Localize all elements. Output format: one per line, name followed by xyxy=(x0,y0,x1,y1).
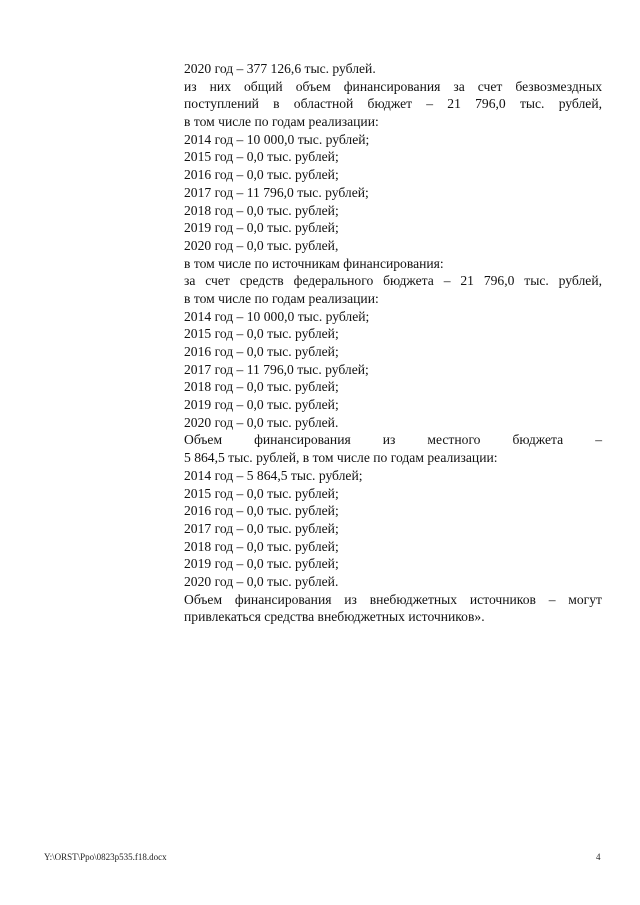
text-line: 2015 год – 0,0 тыс. рублей; xyxy=(184,149,339,165)
text-line: поступлений в областной бюджет – 21 796,0 тыс. рублей, xyxy=(184,96,602,112)
footer-file-path: Y:\ORST\Ppo\0823p535.f18.docx xyxy=(44,852,167,862)
text-line: 2020 год – 0,0 тыс. рублей, xyxy=(184,237,339,253)
text-line: в том числе по годам реализации: xyxy=(184,114,379,130)
text-line: 5 864,5 тыс. рублей, в том числе по годам реализации: xyxy=(184,450,498,466)
text-line: из них общий объем финансирования за счет безвозмездных xyxy=(184,78,602,94)
text-line: в том числе по источникам финансирования: xyxy=(184,255,444,271)
text-line: 2016 год – 0,0 тыс. рублей; xyxy=(184,503,339,519)
text-line: 2018 год – 0,0 тыс. рублей; xyxy=(184,202,339,218)
text-line: 2016 год – 0,0 тыс. рублей; xyxy=(184,167,339,183)
text-line: 2016 год – 0,0 тыс. рублей; xyxy=(184,344,339,359)
text-line: 2017 год – 11 796,0 тыс. рублей; xyxy=(184,361,369,377)
text-line: за счет средств федерального бюджета – 21 796,0 тыс. рублей, xyxy=(184,273,602,289)
text-line: 2017 год – 0,0 тыс. рублей; xyxy=(184,520,339,536)
text-line: 2020 год – 0,0 тыс. рублей. xyxy=(184,573,339,589)
text-line: 2018 год – 0,0 тыс. рублей; xyxy=(184,379,339,395)
text-line: в том числе по годам реализации: xyxy=(184,290,379,306)
text-line: привлекаться средства внебюджетных источников». xyxy=(184,609,485,625)
text-line: Объем финансирования из внебюджетных источников – могут xyxy=(184,591,602,607)
text-line: 2019 год – 0,0 тыс. рублей; xyxy=(184,397,339,413)
text-line: 2019 год – 0,0 тыс. рублей; xyxy=(184,556,339,572)
text-line: 2018 год – 0,0 тыс. рублей; xyxy=(184,538,339,554)
page-number: 4 xyxy=(596,852,601,862)
text-line: 2020 год – 377 126,6 тыс. рублей. xyxy=(184,61,376,76)
text-line: 2019 год – 0,0 тыс. рублей; xyxy=(184,220,339,236)
text-line: 2014 год – 10 000,0 тыс. рублей; xyxy=(184,308,370,324)
text-line: 2014 год – 5 864,5 тыс. рублей; xyxy=(184,467,363,483)
text-line: 2017 год – 11 796,0 тыс. рублей; xyxy=(184,184,369,200)
text-line: 2020 год – 0,0 тыс. рублей. xyxy=(184,414,339,430)
text-line: 2015 год – 0,0 тыс. рублей; xyxy=(184,485,339,501)
text-line: 2014 год – 10 000,0 тыс. рублей; xyxy=(184,131,370,147)
document-body xyxy=(184,60,602,626)
text-line: Объем финансирования из местного бюджета – xyxy=(184,432,602,448)
text-line: 2015 год – 0,0 тыс. рублей; xyxy=(184,326,339,342)
